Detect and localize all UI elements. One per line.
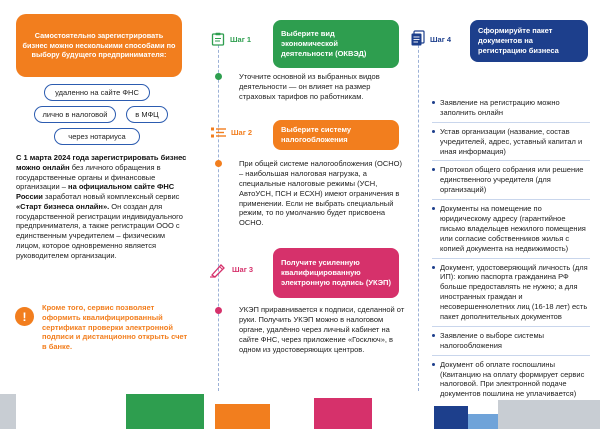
list-item: Документы на помещение по юридическому адресу (гарантийное письмо владельцев нежилого помещения или согласие собственников жилья с копией документа на недвижимость): [432, 204, 590, 258]
step-3-text: УКЭП приравнивается к подписи, сделанной от руки. Получить УКЭП можно в налоговом органе, удалённо через личный кабинет на сайте ФНС, через приложение «Госключ», в одном из удостоверяющих центров.: [239, 305, 405, 354]
timeline-line-left: [218, 35, 219, 391]
decor-bar-navy: [434, 406, 468, 429]
list-item: Заявление на регистрацию можно заполнить онлайн: [432, 98, 590, 123]
clipboard-icon: [211, 32, 227, 46]
step-2-text: При общей системе налогообложения (ОСНО) – наибольшая налоговая нагрузка, а специальные налоговые режимы (УСН, АвтоУСН, ПСН и ЕСХН) имеют ограничения в применении. Если не выбрать специальный режим, то по умолчанию будет присвоена ОСНО.: [239, 159, 402, 228]
decor-bar-lightblue: [468, 414, 498, 429]
intro-header-box: [16, 14, 182, 77]
step-2-label: Шаг 2: [231, 128, 253, 137]
service-note: Кроме того, сервис позволяет оформить квалифицированный сертификат проверки электронной подписи и дистанционно открыть счет в банке.: [42, 303, 188, 351]
intro-paragraph: С 1 марта 2024 года зарегистрировать бизнес можно онлайн без личного обращения в государственные органы и финансовые организации – на официальном сайте ФНС России заработал новый комплексный сервис «Старт бизнеса онлайн». Он создан для государственной регистрации индивидуального предпринимателя, а также регистрации ООО с единственным учредителем – физическим лицом, которое одновременно является руководителем организации.: [16, 153, 187, 260]
list-item: Заявление о выборе системы налогообложения: [432, 331, 590, 356]
list-item: Протокол общего собрания или решение единственного учредителя (для организаций): [432, 165, 590, 200]
step-4-title: Сформируйте пакет документов на регистрацию бизнеса: [478, 26, 559, 55]
intro-header-text: Самостоятельно зарегистрировать бизнес можно несколькими способами по выбору будущего предпринимателя:: [22, 31, 176, 60]
list-item: Документ, удостоверяющий личность (для ИП): копию паспорта гражданина РФ больше предоставлять не нужно; а для иностранных граждан и несовершеннолетних лиц (16-18 лет) есть пакет дополнительных документов: [432, 263, 590, 327]
step-2-dot: [215, 160, 222, 167]
step-1-text: Уточните основной из выбранных видов деятельности — он влияет на размер страховых тарифов по работникам.: [239, 72, 380, 101]
step-1-title: Выберите вид экономической деятельности (ОКВЭД): [281, 29, 367, 58]
step-1-title-box: [273, 20, 399, 68]
list-item: Документ об оплате госпошлины (Квитанцию на оплату формирует сервис налоговой. При электронной подаче документов пошлина не уплачивается): [432, 360, 590, 404]
decor-bar-gray-right: [498, 400, 600, 429]
decor-bar-pink: [314, 398, 372, 429]
step-3-label: Шаг 3: [232, 265, 254, 274]
documents-list: [432, 98, 590, 407]
pill-mfc: в МФЦ: [126, 106, 168, 123]
step-2-title-box: [273, 120, 399, 150]
decor-bar-green: [126, 394, 204, 429]
list-item: Устав организации (название, состав учредителей, адрес, уставный капитал и иная информация): [432, 127, 590, 162]
list-icon: [210, 126, 228, 140]
step-2-title: Выберите систему налогообложения: [281, 125, 352, 144]
step-4-title-box: [470, 20, 588, 62]
step-4-label: Шаг 4: [430, 35, 452, 44]
step-3-title-box: [273, 248, 399, 298]
step-1-label: Шаг 1: [230, 35, 252, 44]
documents-icon: [410, 30, 428, 46]
timeline-line-right: [418, 35, 419, 391]
step-1-dot: [215, 73, 222, 80]
step-3-title: Получите усиленную квалифицированную электронную подпись (УКЭП): [281, 258, 391, 287]
pen-signature-icon: [209, 262, 227, 278]
decor-bar-gray: [0, 394, 16, 429]
warning-icon: !: [15, 307, 34, 326]
pill-tax-office: лично в налоговой: [34, 106, 116, 123]
step-3-dot: [215, 307, 222, 314]
pill-notary: через нотариуса: [54, 128, 140, 145]
pill-online-fns: удаленно на сайте ФНС: [44, 84, 150, 101]
decor-bar-orange: [215, 404, 270, 429]
